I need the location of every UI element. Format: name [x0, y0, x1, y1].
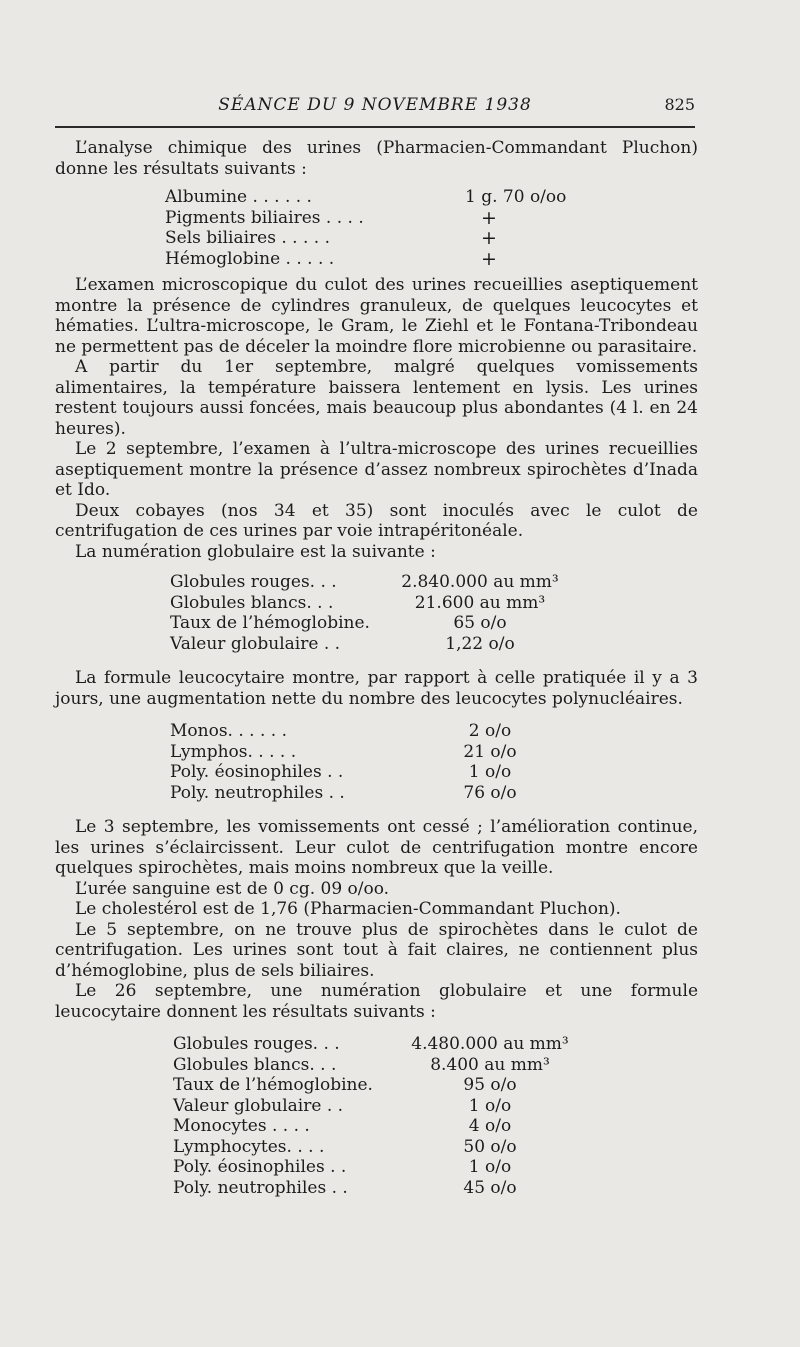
row-label: Monos. . . . . .: [170, 721, 287, 741]
row-value: +: [481, 227, 497, 249]
row-label: Hémoglobine . . . . .: [165, 248, 335, 269]
table-row: [165, 228, 566, 249]
row-label: Valeur globulaire . .: [170, 633, 341, 654]
row-value: 1 g. 70 o/oo: [465, 187, 567, 207]
table-row: [170, 783, 550, 804]
row-value: 50 o/o: [463, 1136, 517, 1157]
paragraph-sept-5: Le 5 septembre, on ne trouve plus de spirochètes dans le culot de centrifugation. Les urines sont tout à fait claires, ne contiennent plus d’hémoglobine, plus de sels biliaires.: [55, 919, 698, 981]
blood-count-table-2: [173, 1034, 575, 1198]
row-label: Globules blancs. . .: [170, 592, 334, 613]
paragraph-blood-urea: L’urée sanguine est de 0 cg. 09 o/oo.: [75, 878, 390, 899]
row-value: 1 o/o: [468, 762, 512, 782]
row-value: 65 o/o: [453, 613, 507, 633]
table-row: [165, 208, 566, 229]
paragraph-microscopy: L’examen microscopique du culot des urines recueillies aseptiquement montre la présence de cylindres granuleux, de quelques leucocytes et hématies. L’ultra-microscope, le Gram, le Ziehl et le Fontana-Tribondeau ne permettent pas de déceler la moindre flore microbienne ou parasitaire.: [55, 275, 698, 357]
table-row: [170, 593, 565, 614]
row-value: 1 o/o: [468, 1157, 512, 1177]
paragraph-urine-analysis-intro: L’analyse chimique des urines (Pharmacien-Commandant Pluchon) donne les résultats suivants :: [55, 138, 698, 179]
table-row: [173, 1034, 575, 1055]
table-row: [170, 613, 565, 634]
paragraph-sept-26: Le 26 septembre, une numération globulaire et une formule leucocytaire donnent les résultats suivants :: [55, 981, 698, 1022]
table-row: [173, 1055, 575, 1076]
row-label: Globules rouges. . .: [170, 572, 337, 592]
row-label: Poly. éosinophiles . .: [173, 1157, 347, 1177]
table-row: [170, 762, 550, 783]
paragraph-sept-1: A partir du 1er septembre, malgré quelques vomissements alimentaires, la température baissera lentement en lysis. Les urines restent toujours aussi foncées, mais beaucoup plus abondantes (4 l. en 24 heures).: [55, 357, 698, 439]
paragraph-cholesterol: Le cholestérol est de 1,76 (Pharmacien-Commandant Pluchon).: [75, 899, 621, 919]
row-label: Globules blancs. . .: [173, 1054, 337, 1075]
row-label: Taux de l’hémoglobine.: [173, 1075, 373, 1095]
row-value: 1,22 o/o: [445, 633, 515, 654]
row-label: Albumine . . . . . .: [165, 187, 312, 207]
row-label: Lymphos. . . . .: [170, 741, 297, 762]
row-label: Poly. éosinophiles . .: [170, 762, 344, 782]
table-row: [173, 1075, 575, 1096]
table-row: [165, 249, 566, 270]
page-header: [55, 95, 695, 119]
blood-count-table-1: [170, 572, 565, 654]
leukocyte-formula-table: [170, 721, 550, 803]
paragraph-guinea-pigs: Deux cobayes (nos 34 et 35) sont inoculés avec le culot de centrifugation de ces urines par voie intrapéritonéale.: [55, 500, 698, 541]
paragraph-sept-3: Le 3 septembre, les vomissements ont cessé ; l’amélioration continue, les urines s’éclaircissent. Leur culot de centrifugation montre encore quelques spirochètes, mais moins nombreux que la veille.: [55, 817, 698, 878]
row-label: Poly. neutrophiles . .: [170, 782, 345, 803]
document-body: [55, 138, 698, 1198]
row-value: 8.400 au mm³: [430, 1054, 550, 1075]
table-row: [173, 1096, 575, 1117]
table-row: [170, 742, 550, 763]
row-label: Globules rouges. . .: [173, 1034, 340, 1054]
row-label: Valeur globulaire . .: [173, 1095, 344, 1116]
table-row: [173, 1157, 575, 1178]
table-row: [170, 634, 565, 655]
row-value: 2.840.000 au mm³: [401, 572, 559, 592]
row-value: +: [481, 206, 497, 229]
row-label: Monocytes . . . .: [173, 1116, 310, 1136]
table-row: [170, 721, 550, 742]
page-number: 825: [664, 95, 695, 114]
urine-analysis-table: [165, 187, 566, 269]
row-label: Pigments biliaires . . . .: [165, 207, 364, 228]
table-row: [165, 187, 566, 208]
row-value: 1 o/o: [468, 1095, 512, 1116]
paragraph-blood-count-intro: La numération globulaire est la suivante :: [75, 541, 436, 562]
row-value: 45 o/o: [463, 1177, 517, 1198]
running-title: SÉANCE DU 9 NOVEMBRE 1938: [218, 95, 532, 115]
row-label: Poly. neutrophiles . .: [173, 1177, 348, 1198]
row-label: Sels biliaires . . . . .: [165, 228, 330, 248]
row-value: +: [481, 247, 497, 270]
row-value: 95 o/o: [463, 1075, 517, 1095]
header-rule: [55, 126, 695, 128]
row-label: Taux de l’hémoglobine.: [170, 613, 370, 633]
table-row: [170, 572, 565, 593]
row-value: 4 o/o: [468, 1116, 512, 1136]
row-value: 4.480.000 au mm³: [411, 1034, 569, 1054]
table-row: [173, 1178, 575, 1199]
row-value: 21.600 au mm³: [414, 592, 546, 613]
row-value: 2 o/o: [468, 721, 512, 741]
row-label: Lymphocytes. . . .: [173, 1136, 325, 1157]
row-value: 21 o/o: [463, 741, 517, 762]
table-row: [173, 1137, 575, 1158]
table-row: [173, 1116, 575, 1137]
row-value: 76 o/o: [463, 782, 517, 803]
paragraph-sept-2: Le 2 septembre, l’examen à l’ultra-microscope des urines recueillies aseptiquement montre la présence d’assez nombreux spirochètes d’Inada et Ido.: [55, 439, 698, 500]
paragraph-leukocyte-formula: La formule leucocytaire montre, par rapport à celle pratiquée il y a 3 jours, une augmentation nette du nombre des leucocytes polynucléaires.: [55, 668, 698, 709]
